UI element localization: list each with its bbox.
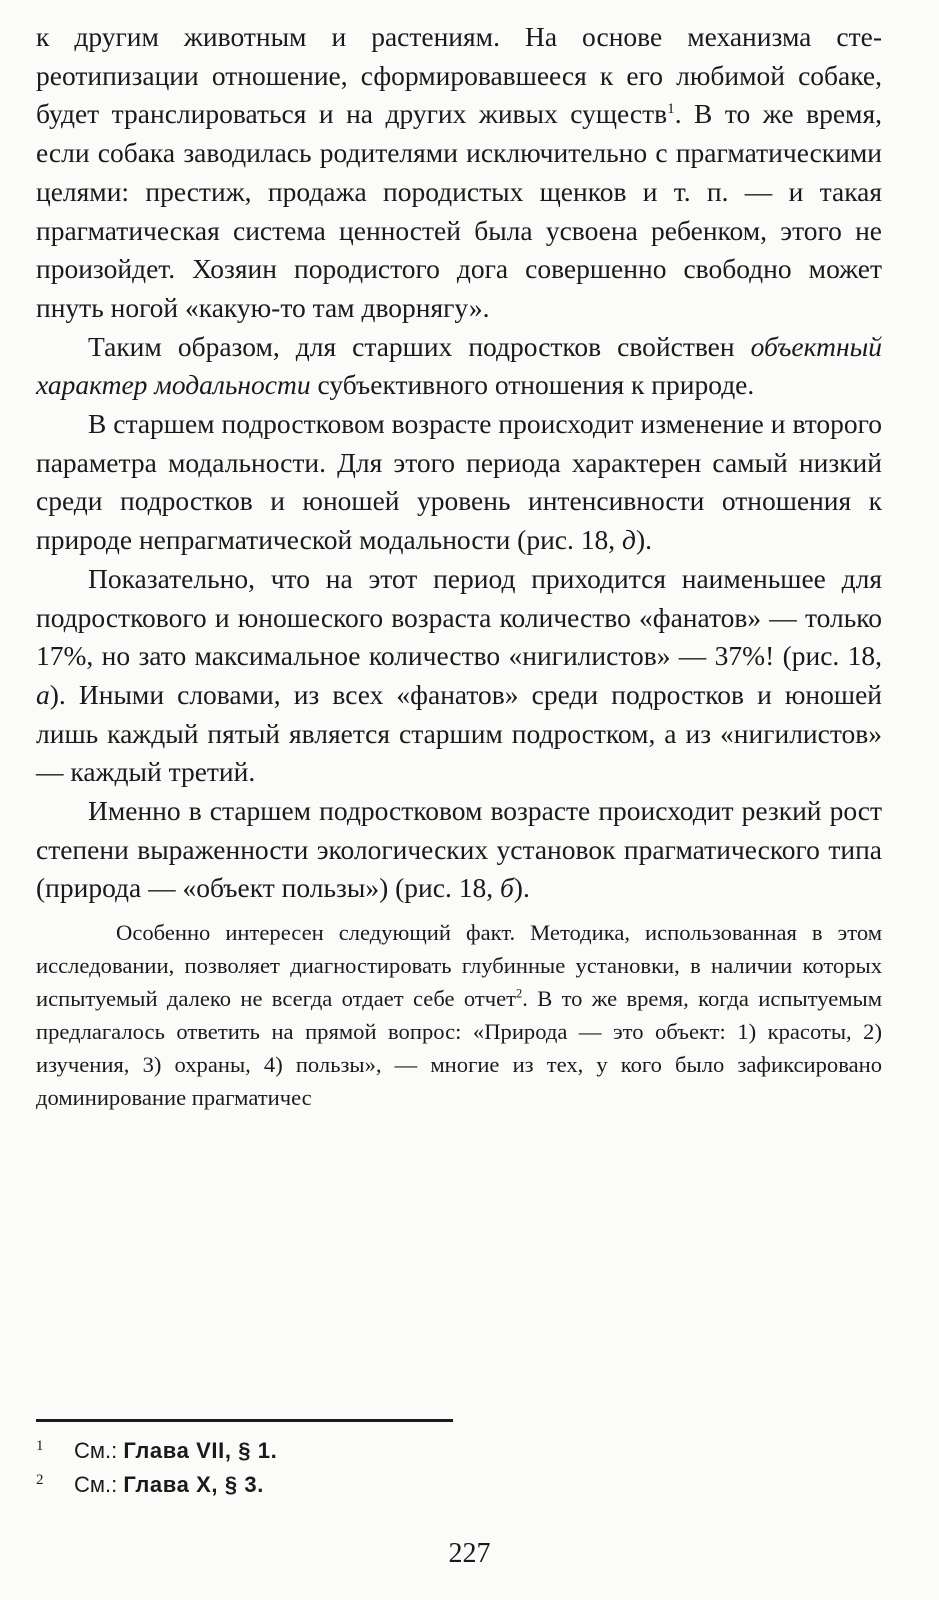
- paragraph-2: [36, 328, 882, 405]
- small-paragraph-text-b: . В то же время, когда испытуемым предлагалось ответить на прямой вопрос: «Природа — это объект: 1) красоты, 2) изучения, 3) охраны, 4) пользы», — многие из тех, у кого было зафиксировано доминирование прагматичес: [36, 986, 883, 1111]
- footnote-ref-1[interactable]: 1: [667, 101, 675, 118]
- paragraph-1-text-a: к другим животным и растениям. На основе механизма стереотипизации отношение, сформировавшееся к его любимой собаке, будет транслироваться и на других живых существ: [36, 21, 882, 130]
- small-print-block: [36, 916, 882, 1114]
- page-number: 227: [448, 1538, 491, 1569]
- small-paragraph: [36, 916, 882, 1114]
- footnote-2-reference: Глава X, § 3.: [123, 1472, 264, 1497]
- paragraph-5-text-b: ).: [513, 872, 530, 904]
- page-body: [36, 18, 882, 1114]
- paragraph-5-text-a: Именно в старшем подростковом возрасте происходит резкий рост степени выраженности экологических установок прагматического типа (природа — «объект пользы») (рис. 18,: [36, 795, 882, 904]
- paragraph-5: [36, 792, 882, 908]
- paragraph-1: [36, 18, 882, 328]
- footnote-2-text: [74, 1468, 264, 1502]
- paragraph-3: [36, 405, 882, 560]
- footnote-1-reference: Глава VII, § 1.: [123, 1438, 278, 1463]
- small-paragraph-text-a: Особенно интересен следующий факт. Методика, использованная в этом исследовании, позволяет диагностировать глубинные установки, в наличии которых испытуемый далеко не всегда отдает себе отчет: [36, 920, 882, 1012]
- paragraph-4-text-a: Показательно, что на этот период приходится наименьшее для подросткового и юношеского возраста количество «фанатов» — только 17%, но зато максимальное количество «нигилистов» — 37%! (рис. 18,: [36, 562, 882, 672]
- paragraph-3-text-a: В старшем подростковом возрасте происходит изменение и второго параметра модальности. Для этого периода характерен самый низкий среди подростков и юношей уровень интенсивности отношения к природе непрагматической модальности (рис. 18,: [36, 408, 882, 556]
- footnote-2-prefix: См.:: [74, 1472, 124, 1497]
- paragraph-5-figure-letter: б: [499, 872, 514, 904]
- footnote-1-prefix: См.:: [74, 1438, 124, 1463]
- footnote-1-text: [74, 1434, 277, 1468]
- paragraph-4-figure-letter: а: [36, 678, 50, 710]
- paragraph-2-text-a: Таким образом, для старших подростков свойствен: [88, 330, 751, 362]
- paragraph-2-emphasis: объектный характер модальности: [36, 330, 882, 401]
- footnote-1: [36, 1434, 882, 1468]
- footnote-2: [36, 1468, 882, 1502]
- paragraph-3-figure-letter: д: [622, 524, 636, 556]
- footnotes: [36, 1434, 882, 1502]
- footnote-ref-2[interactable]: 2: [516, 986, 523, 1001]
- paragraph-1-text-b: . В то же время, если собака заводилась родителями исключительно с прагматическими целями: престиж, продажа породистых щенков и т. п. — и такая прагматическая система ценностей была усвоена ребенком, этого не произойдет. Хозяин породистого дога совершенно свободно может пнуть ногой «какую-то там дворнягу».: [36, 98, 882, 323]
- paragraph-3-text-b: ).: [635, 524, 652, 556]
- paragraph-4: [36, 560, 882, 792]
- paragraph-4-text-b: ). Иными словами, из всех «фанатов» среди подростков и юношей лишь каждый пятый является старшим подростком, а из «нигилистов» — каждый третий.: [36, 678, 882, 788]
- footnote-2-number: 2: [36, 1472, 44, 1488]
- footnote-1-number: 1: [36, 1438, 44, 1454]
- main-text: [36, 18, 882, 908]
- paragraph-2-text-b: субъективного отношения к природе.: [310, 369, 755, 401]
- footnote-divider: [36, 1419, 453, 1422]
